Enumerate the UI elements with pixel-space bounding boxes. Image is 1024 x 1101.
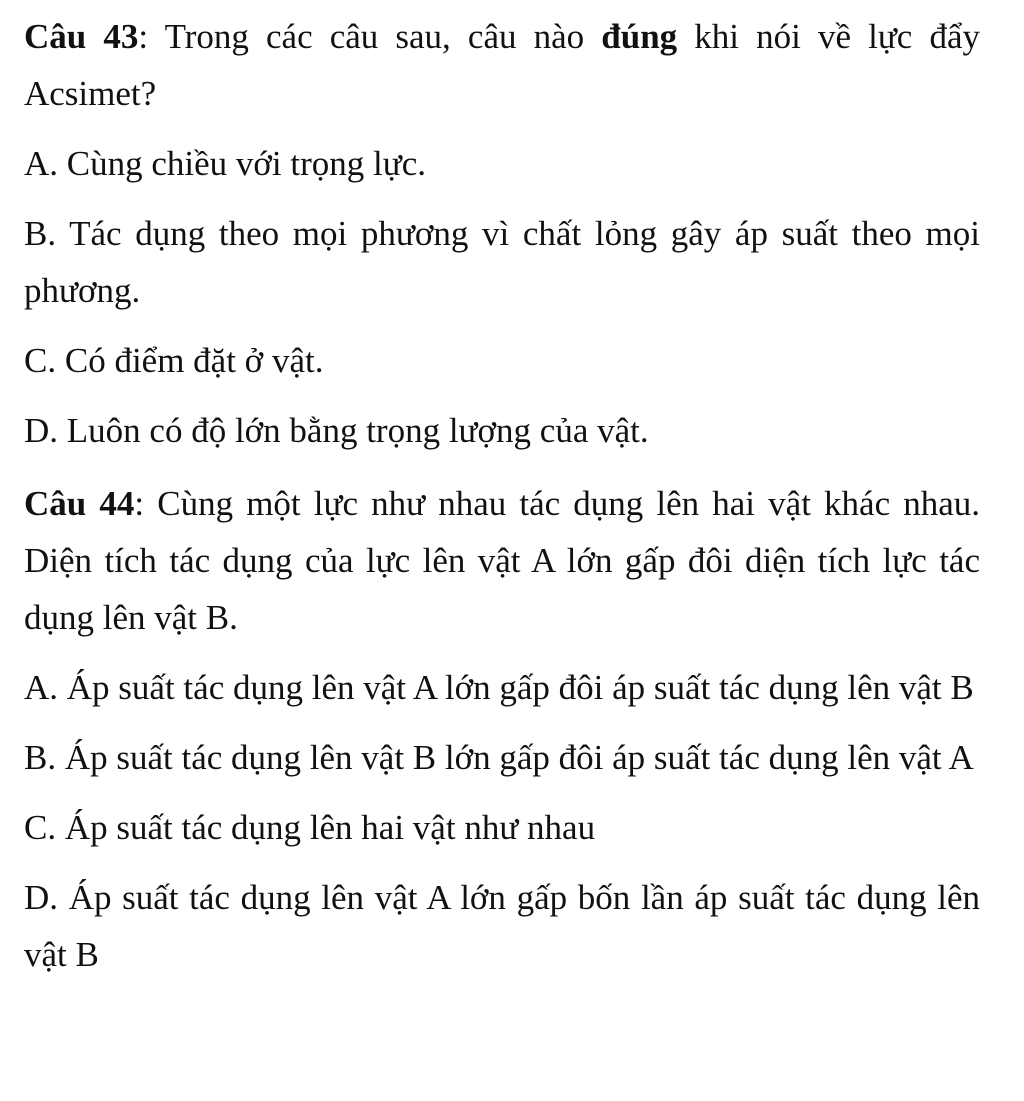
question-43-stem-before: Trong các câu sau, câu nào <box>164 17 602 56</box>
question-44-stem-text: Cùng một lực như nhau tác dụng lên hai vật khác nhau. Diện tích tác dụng của lực lên vật A lớn gấp đôi diện tích lực tác dụng lên vật B. <box>24 484 981 637</box>
question-43-label: Câu 43 <box>24 17 139 56</box>
question-43-stem-after: khi nói về lực đẩy Acsimet? <box>24 17 980 113</box>
question-43-option-d: D. Luôn có độ lớn bằng trọng lượng của vật. <box>24 411 649 450</box>
question-43-option-b: B. Tác dụng theo mọi phương vì chất lỏng gây áp suất theo mọi phương. <box>24 214 980 310</box>
question-44-option-a: A. Áp suất tác dụng lên vật A lớn gấp đôi áp suất tác dụng lên vật B <box>24 668 974 707</box>
question-43-stem-emphasis: đúng <box>601 17 678 56</box>
question-44-separator: : <box>134 484 158 523</box>
question-44-stem <box>24 475 980 646</box>
question-43-option-c: C. Có điểm đặt ở vật. <box>24 341 324 380</box>
question-43-separator: : <box>138 17 165 56</box>
question-44-label: Câu 44 <box>24 484 135 523</box>
question-44-option-c: C. Áp suất tác dụng lên hai vật như nhau <box>24 808 596 847</box>
question-44-option-b: B. Áp suất tác dụng lên vật B lớn gấp đôi áp suất tác dụng lên vật A <box>24 738 974 777</box>
question-43-option-a: A. Cùng chiều với trọng lực. <box>24 144 427 183</box>
question-43-stem <box>24 8 980 122</box>
question-44-option-d: D. Áp suất tác dụng lên vật A lớn gấp bốn lần áp suất tác dụng lên vật B <box>24 878 980 974</box>
